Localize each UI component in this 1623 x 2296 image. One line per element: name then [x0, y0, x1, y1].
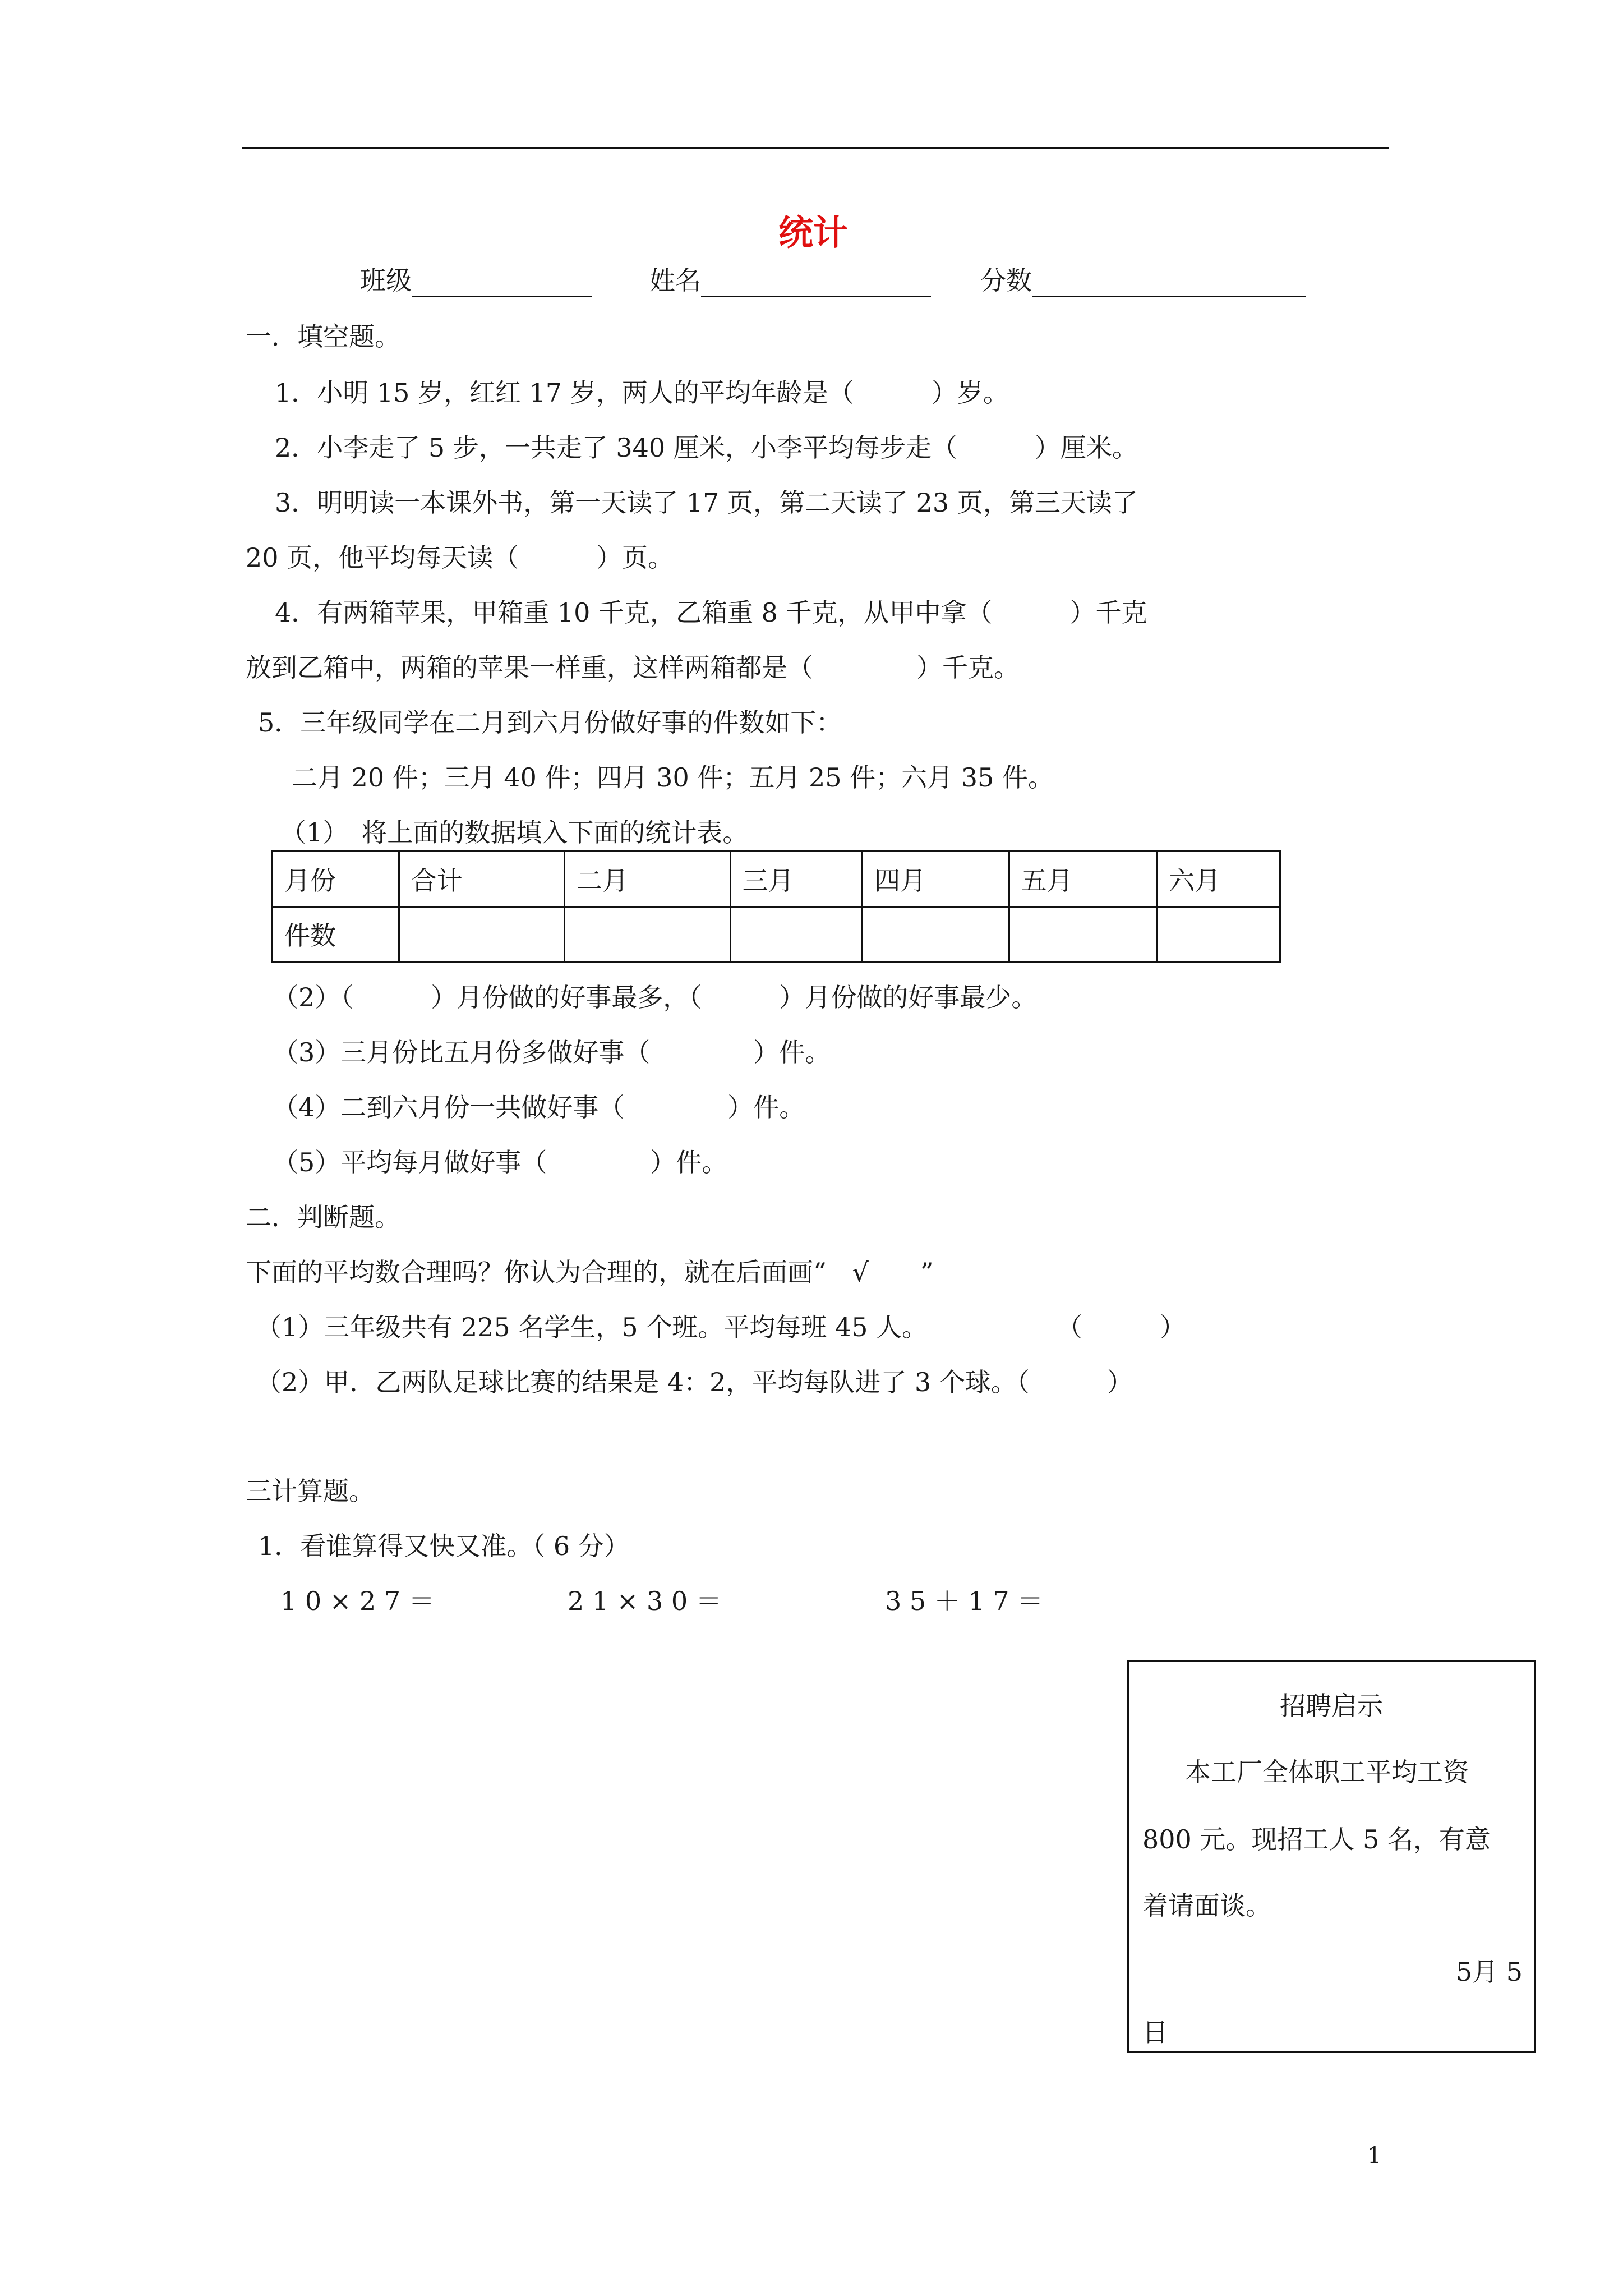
table-header-row: [273, 852, 1280, 907]
table-cell-blank[interactable]: [1157, 907, 1280, 962]
table-cell-blank[interactable]: [565, 907, 730, 962]
question-3-line1: 3．明明读一本课外书，第一天读了 17 页，第二天读了 23 页，第三天读了: [275, 487, 1138, 518]
table-header-cell: 五月: [1009, 852, 1157, 907]
table-header-cell: 三月: [730, 852, 863, 907]
section3-heading: 三计算题。: [246, 1476, 375, 1506]
section2-intro: 下面的平均数合理吗？你认为合理的，就在后面画“ √ ”: [246, 1257, 934, 1287]
judgement-2: （2）甲．乙两队足球比赛的结果是 4：2，平均每队进了 3 个球。（ ）: [256, 1367, 1133, 1397]
question-5-sub5: （5）平均每月做好事（ ）件。: [273, 1147, 728, 1177]
notice-line3: 着请面谈。: [1142, 1890, 1271, 1921]
calc-expression-3: 3 5 ＋ 1 7 ＝: [885, 1586, 1044, 1616]
score-field: [980, 264, 1306, 297]
question-2: 2．小李走了 5 步，一共走了 340 厘米，小李平均每步走（ ）厘米。: [275, 432, 1138, 463]
class-field: [360, 264, 592, 297]
question-5: 5．三年级同学在二月到六月份做好事的件数如下：: [258, 707, 842, 738]
question-1: 1．小明 15 岁，红红 17 岁，两人的平均年龄是（ ）岁。: [275, 378, 1009, 408]
stats-table: [271, 850, 1281, 963]
class-blank[interactable]: [412, 270, 592, 297]
document-title: 统计: [778, 212, 848, 253]
notice-line1: 本工厂全体职工平均工资: [1185, 1757, 1469, 1787]
question-4-line2: 放到乙箱中，两箱的苹果一样重，这样两箱都是（ ）千克。: [246, 652, 1020, 683]
table-cell-blank[interactable]: [730, 907, 863, 962]
table-cell-blank[interactable]: [1009, 907, 1157, 962]
notice-date-line2: 日: [1142, 2017, 1168, 2047]
notice-date-line1: 5月 5: [1455, 1957, 1523, 1987]
page-number: 1: [1367, 2143, 1382, 2169]
table-header-cell: 六月: [1157, 852, 1280, 907]
table-header-cell: 月份: [273, 852, 399, 907]
table-header-cell: 二月: [565, 852, 730, 907]
judgement-1: （1）三年级共有 225 名学生，5 个班。平均每班 45 人。: [256, 1312, 928, 1342]
table-cell-blank[interactable]: [399, 907, 564, 962]
name-field: [649, 264, 931, 297]
header-rule: [242, 147, 1389, 149]
question-5-sub3: （3）三月份比五月份多做好事（ ）件。: [273, 1037, 831, 1068]
question-5-sub4: （4）二到六月份一共做好事（ ）件。: [273, 1092, 805, 1122]
question-3-line2: 20 页，他平均每天读（ ）页。: [246, 542, 674, 573]
table-row-label: 件数: [273, 907, 399, 962]
class-label: 班级: [360, 265, 412, 296]
calc-expression-1: 1 0 × 2 7 ＝: [280, 1586, 435, 1616]
calc-expression-2: 2 1 × 3 0 ＝: [568, 1586, 722, 1616]
judgement-1-answer[interactable]: （ ）: [1057, 1312, 1186, 1342]
recruitment-notice: [1127, 1660, 1536, 2053]
question-5-data: 二月 20 件；三月 40 件；四月 30 件；五月 25 件；六月 35 件。: [292, 762, 1054, 793]
table-cell-blank[interactable]: [863, 907, 1009, 962]
question-5-sub2: （2）（ ）月份做的好事最多，（ ）月份做的好事最少。: [273, 982, 1038, 1013]
section2-heading: 二．判断题。: [246, 1202, 400, 1232]
score-label: 分数: [980, 265, 1032, 296]
table-header-cell: 四月: [863, 852, 1009, 907]
notice-line2: 800 元。现招工人 5 名，有意: [1142, 1824, 1491, 1855]
name-blank[interactable]: [701, 270, 931, 297]
table-row: [273, 907, 1280, 962]
question-4-line1: 4．有两箱苹果，甲箱重 10 千克，乙箱重 8 千克，从甲中拿（ ）千克: [275, 597, 1147, 628]
table-header-cell: 合计: [399, 852, 564, 907]
name-label: 姓名: [649, 265, 701, 296]
question-5-sub1: （1） 将上面的数据填入下面的统计表。: [280, 817, 749, 848]
score-blank[interactable]: [1032, 270, 1306, 297]
notice-title: 招聘启示: [1280, 1691, 1383, 1721]
calc-question-1: 1．看谁算得又快又准。（ 6 分）: [258, 1531, 630, 1561]
section1-heading: 一．填空题。: [246, 321, 400, 352]
